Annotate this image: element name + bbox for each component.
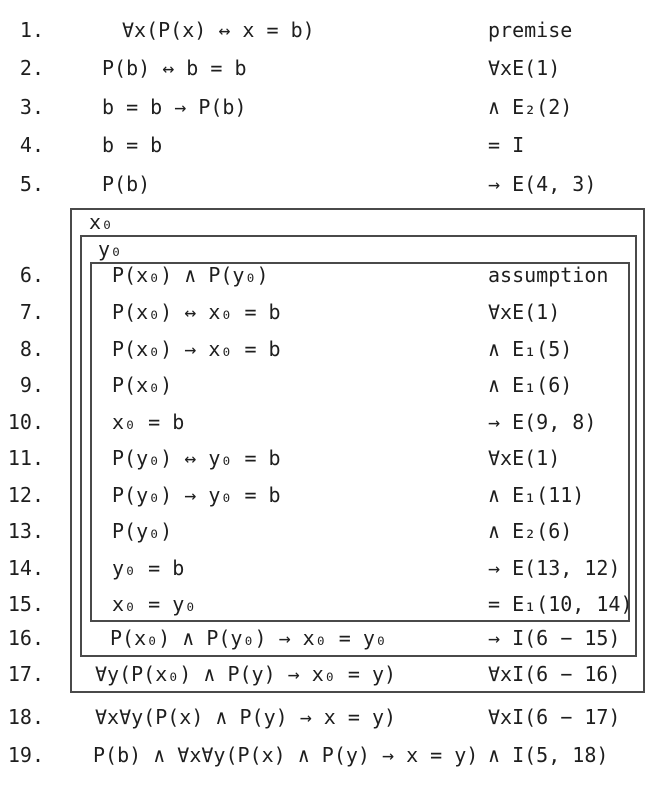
proof-row (0, 743, 666, 767)
line-number: 2. (19, 56, 44, 80)
justification: ∀xE(1) (488, 56, 561, 80)
formula: P(x₀) → x₀ = b (112, 336, 281, 361)
justification: ∀xI(6 − 17) (488, 705, 621, 729)
proof-row (0, 483, 666, 507)
formula: x₀ = b (112, 409, 185, 434)
line-number: 12. (7, 482, 44, 507)
line-number: 3. (19, 95, 44, 119)
formula: P(b) ∧ ∀x∀y(P(x) ∧ P(y) → x = y) (93, 743, 479, 767)
line-number: 19. (7, 743, 44, 767)
line-number: 16. (7, 626, 44, 650)
line-number: 1. (19, 18, 44, 42)
formula: b = b → P(b) (102, 95, 247, 119)
justification: ∧ E₁(5) (488, 336, 573, 361)
formula: P(x₀) (112, 373, 173, 397)
proof-row (0, 56, 666, 80)
proof-row (0, 626, 666, 650)
proof-row (0, 592, 666, 616)
line-number: 6. (19, 263, 44, 287)
line-number: 4. (19, 133, 44, 157)
justification: assumption (488, 263, 609, 287)
line-number: 11. (7, 446, 44, 470)
proof-row (0, 172, 666, 196)
fresh-variable-label-x0: x₀ (89, 210, 114, 234)
justification: → I(6 − 15) (488, 626, 621, 650)
formula: P(y₀) (112, 519, 173, 543)
justification: → E(9, 8) (488, 409, 597, 434)
proof-row (0, 337, 666, 361)
line-number: 18. (7, 705, 44, 729)
line-number: 7. (19, 300, 44, 324)
line-number: 13. (7, 519, 44, 543)
formula: ∀y(P(x₀) ∧ P(y) → x₀ = y) (95, 662, 397, 686)
justification: ∧ E₂(2) (488, 95, 573, 119)
justification: → E(4, 3) (488, 172, 597, 196)
justification: = I (488, 133, 525, 157)
justification: ∧ I(5, 18) (488, 743, 609, 767)
line-number: 17. (7, 662, 44, 686)
proof-row (0, 446, 666, 470)
formula: x₀ = y₀ (112, 592, 197, 616)
proof-row (0, 556, 666, 580)
justification: = E₁(10, 14) (488, 592, 633, 616)
formula: ∀x(P(x) ↔ x = b) (122, 18, 315, 42)
justification: ∀xE(1) (488, 300, 561, 324)
formula: ∀x∀y(P(x) ∧ P(y) → x = y) (95, 705, 397, 729)
proof-row (0, 662, 666, 686)
formula: b = b (102, 133, 163, 157)
formula: P(y₀) → y₀ = b (112, 482, 281, 507)
line-number: 14. (7, 555, 44, 580)
formula: P(x₀) ↔ x₀ = b (112, 300, 281, 324)
proof-row (0, 95, 666, 119)
justification: ∀xE(1) (488, 446, 561, 470)
proof-row (0, 705, 666, 729)
justification: ∧ E₂(6) (488, 519, 573, 543)
proof-row (0, 410, 666, 434)
formula: P(x₀) ∧ P(y₀) (112, 263, 269, 287)
formula: P(x₀) ∧ P(y₀) → x₀ = y₀ (110, 626, 387, 650)
justification: premise (488, 18, 573, 42)
proof-row (0, 263, 666, 287)
line-number: 5. (19, 172, 44, 196)
formula: P(b) ↔ b = b (102, 56, 247, 80)
proof-row (0, 300, 666, 324)
justification: → E(13, 12) (488, 555, 621, 580)
formula: P(b) (102, 172, 151, 196)
justification: ∀xI(6 − 16) (488, 662, 621, 686)
justification: ∧ E₁(11) (488, 482, 585, 507)
fresh-variable-label-y0: y₀ (98, 237, 123, 261)
proof-row (0, 18, 666, 42)
formula: y₀ = b (112, 555, 185, 580)
formula: P(y₀) ↔ y₀ = b (112, 446, 281, 470)
proof-row (0, 133, 666, 157)
line-number: 10. (7, 409, 44, 434)
proof-row (0, 373, 666, 397)
line-number: 8. (19, 336, 44, 361)
proof-row (0, 519, 666, 543)
justification: ∧ E₁(6) (488, 373, 573, 397)
line-number: 15. (7, 592, 44, 616)
line-number: 9. (19, 373, 44, 397)
